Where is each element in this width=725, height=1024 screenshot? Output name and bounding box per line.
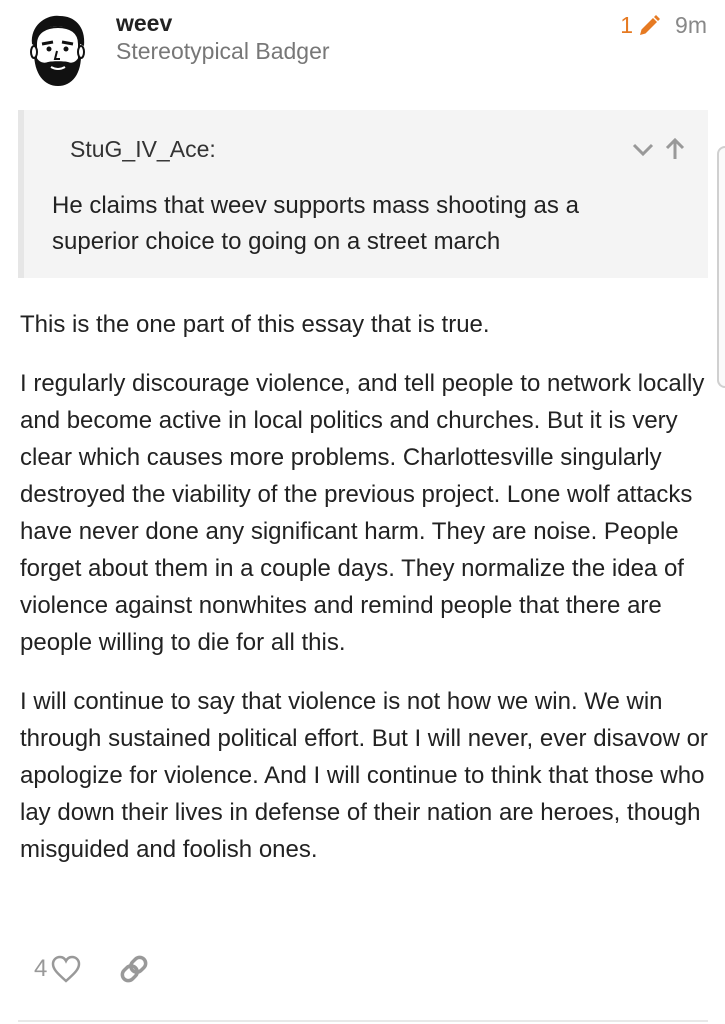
post-actions [34, 952, 151, 986]
quote-text: He claims that weev supports mass shooting as a superior choice to going on a street march [52, 192, 579, 255]
heart-icon[interactable] [51, 955, 81, 983]
post-meta [620, 12, 707, 39]
username[interactable]: weev [116, 10, 173, 36]
post-divider [18, 1020, 708, 1022]
link-icon[interactable] [117, 952, 151, 986]
post-paragraph: This is the one part of this essay that is true. [20, 311, 490, 338]
avatar[interactable] [22, 14, 92, 88]
post-paragraph: I will continue to say that violence is not how we win. We win through sustained political effort. But I will never, ever disavow or apologize for violence. And I will continue to think that those who lay down their lives in defense of their nation are heroes, though misguided and foolish ones. [20, 688, 708, 863]
pencil-icon[interactable] [637, 14, 661, 38]
scroll-handle[interactable] [717, 146, 725, 388]
quote-username[interactable]: StuG_IV_Ace: [70, 136, 216, 162]
post-body [20, 306, 710, 890]
post-time[interactable]: 9m [675, 12, 707, 38]
bearded-man-avatar-icon [22, 14, 92, 88]
quote-block [18, 110, 708, 278]
edit-count[interactable]: 1 [620, 12, 634, 38]
arrow-up-icon[interactable] [662, 136, 688, 162]
chevron-down-icon[interactable] [630, 136, 656, 162]
like-count[interactable]: 4 [34, 955, 48, 982]
post-paragraph: I regularly discourage violence, and tell people to network locally and become active in local politics and churches. But it is very clear which causes more problems. Charlottesville singularly destroyed the viability of the previous project. Lone wolf attacks have never done any significant harm. They are noise. People forget about them in a couple days. They normalize the idea of violence against nonwhites and remind people that there are people willing to die for all this. [20, 370, 705, 656]
quote-controls [630, 136, 688, 162]
user-title: Stereotypical Badger [116, 38, 330, 64]
